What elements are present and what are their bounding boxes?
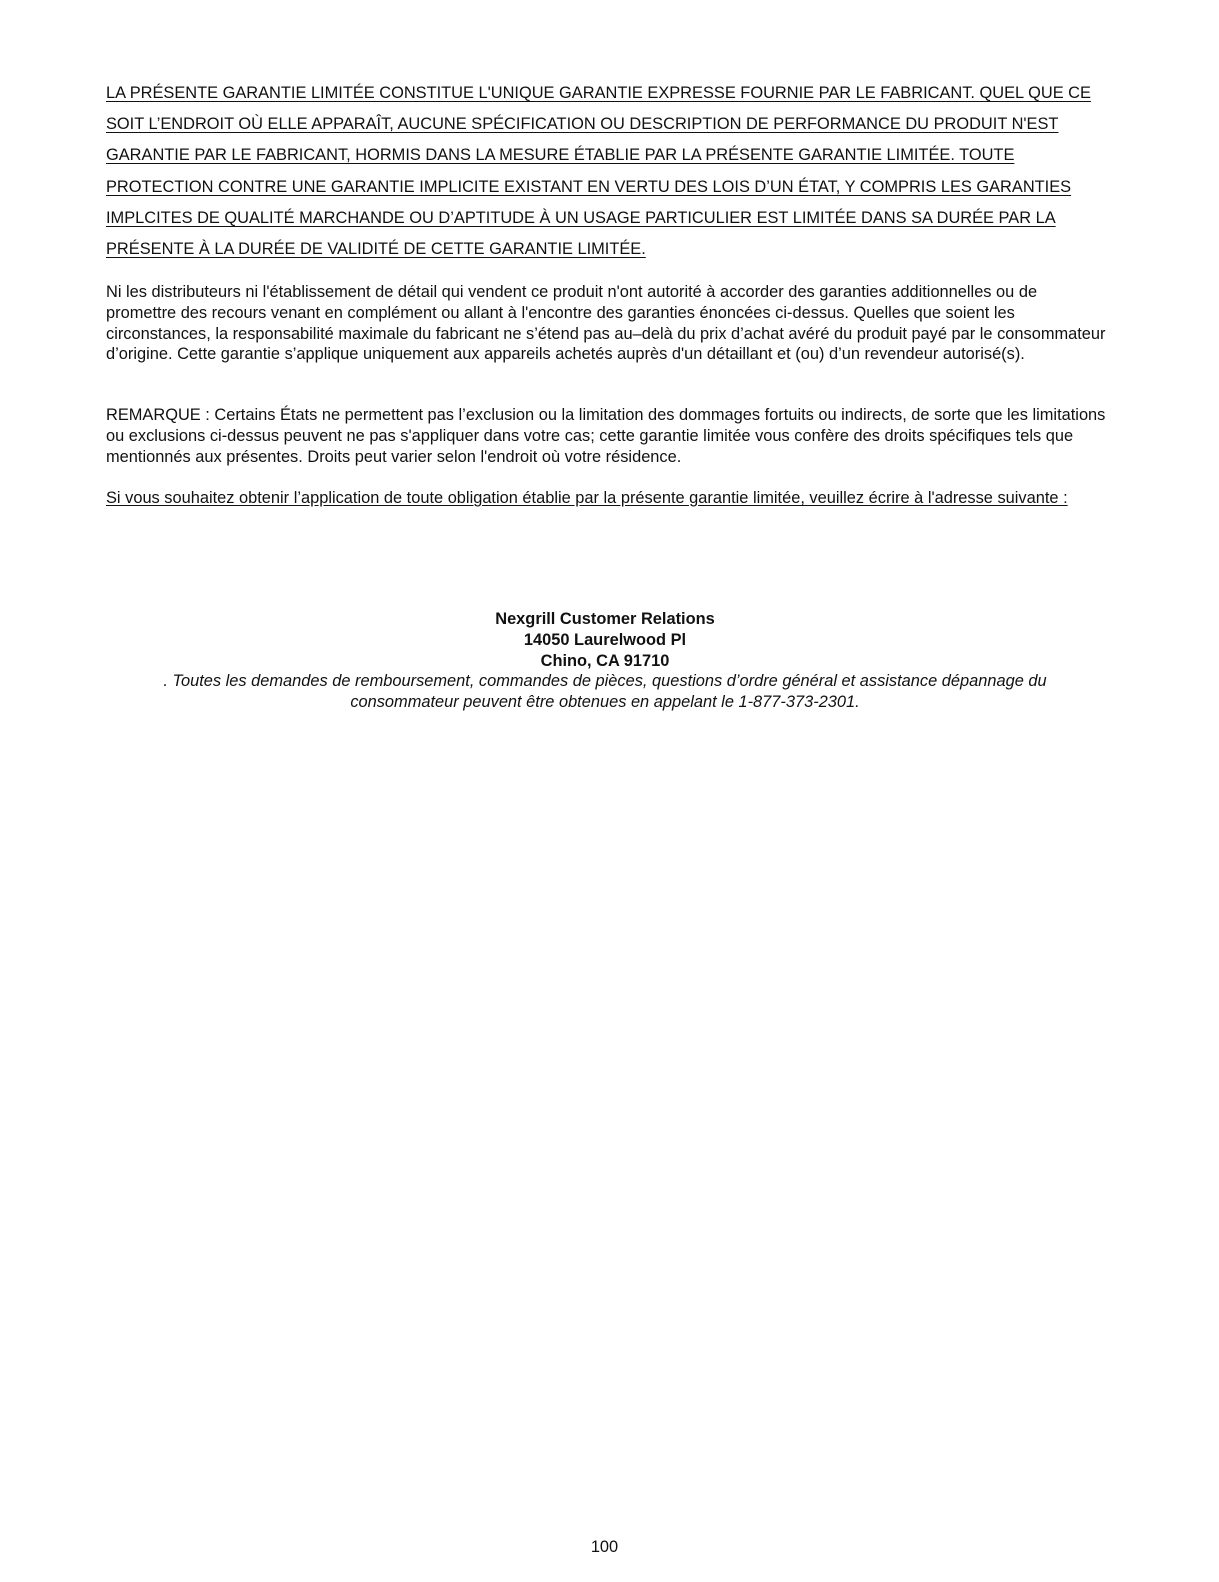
warranty-statement: LA PRÉSENTE GARANTIE LIMITÉE CONSTITUE L'UNIQUE GARANTIE EXPRESSE FOURNIE PAR LE FABRICANT. QUEL QUE CE SOIT L’ENDROIT OÙ ELLE APPARAÎT, AUCUNE SPÉCIFICATION OU DESCRIPTION DE PERFORMANCE DU PRODUIT N'EST GARANTIE PAR LE FABRICANT, HORMIS DANS LA MESURE ÉTABLIE PAR LA PRÉSENTE GARANTIE LIMITÉE. TOUTE PROTECTION CONTRE UNE GARANTIE IMPLICITE EXISTANT EN VERTU DES LOIS D’UN ÉTAT, Y COMPRIS LES GARANTIES IMPLCITES DE QUALITÉ MARCHANDE OU D’APTITUDE À UN USAGE PARTICULIER EST LIMITÉE DANS SA DURÉE PAR LA PRÉSENTE À LA DURÉE DE VALIDITÉ DE CETTE GARANTIE LIMITÉE. bbox=[106, 84, 1091, 259]
address-street: 14050 Laurelwood Pl bbox=[523, 630, 687, 649]
request-paragraph: Si vous souhaitez obtenir l’application de toute obligation établie par la présente garantie limitée, veuillez écrire à l'adresse suivante : bbox=[106, 489, 1068, 507]
note-paragraph: REMARQUE : Certains États ne permettent pas l’exclusion ou la limitation des dommages fortuits ou indirects, de sorte que les limitations ou exclusions ci-dessus peuvent ne pas s'appliquer dans votre cas; cette garantie limitée vous confère des droits spécifiques tels que mentionnés aux présentes. Droits peut varier selon l'endroit où votre résidence. bbox=[106, 406, 1106, 466]
address-company: Nexgrill Customer Relations bbox=[495, 610, 715, 628]
address-block bbox=[110, 609, 1100, 713]
address-city: Chino, CA 91710 bbox=[540, 651, 670, 670]
distributors-paragraph: Ni les distributeurs ni l'établissement de détail qui vendent ce produit n'ont autorité à accorder des garanties additionnelles ou de promettre des recours venant en complément ou allant à l'encontre des garanties énoncées ci-dessus. Quelles que soient les circonstances, la responsabilité maximale du fabricant ne s’étend pas au–delà du prix d’achat avéré du produit payé par le consommateur d’origine. Cette garantie s’applique uniquement aux appareils achetés auprès d'un détaillant et (ou) d’un revendeur autorisé(s). bbox=[106, 283, 1106, 364]
page-number: 100 bbox=[590, 1538, 619, 1556]
contact-note: . Toutes les demandes de remboursement, commandes de pièces, questions d’ordre général et assistance dépannage du consommateur peuvent être obtenues en appelant le 1-877-373-2301. bbox=[163, 672, 1047, 712]
